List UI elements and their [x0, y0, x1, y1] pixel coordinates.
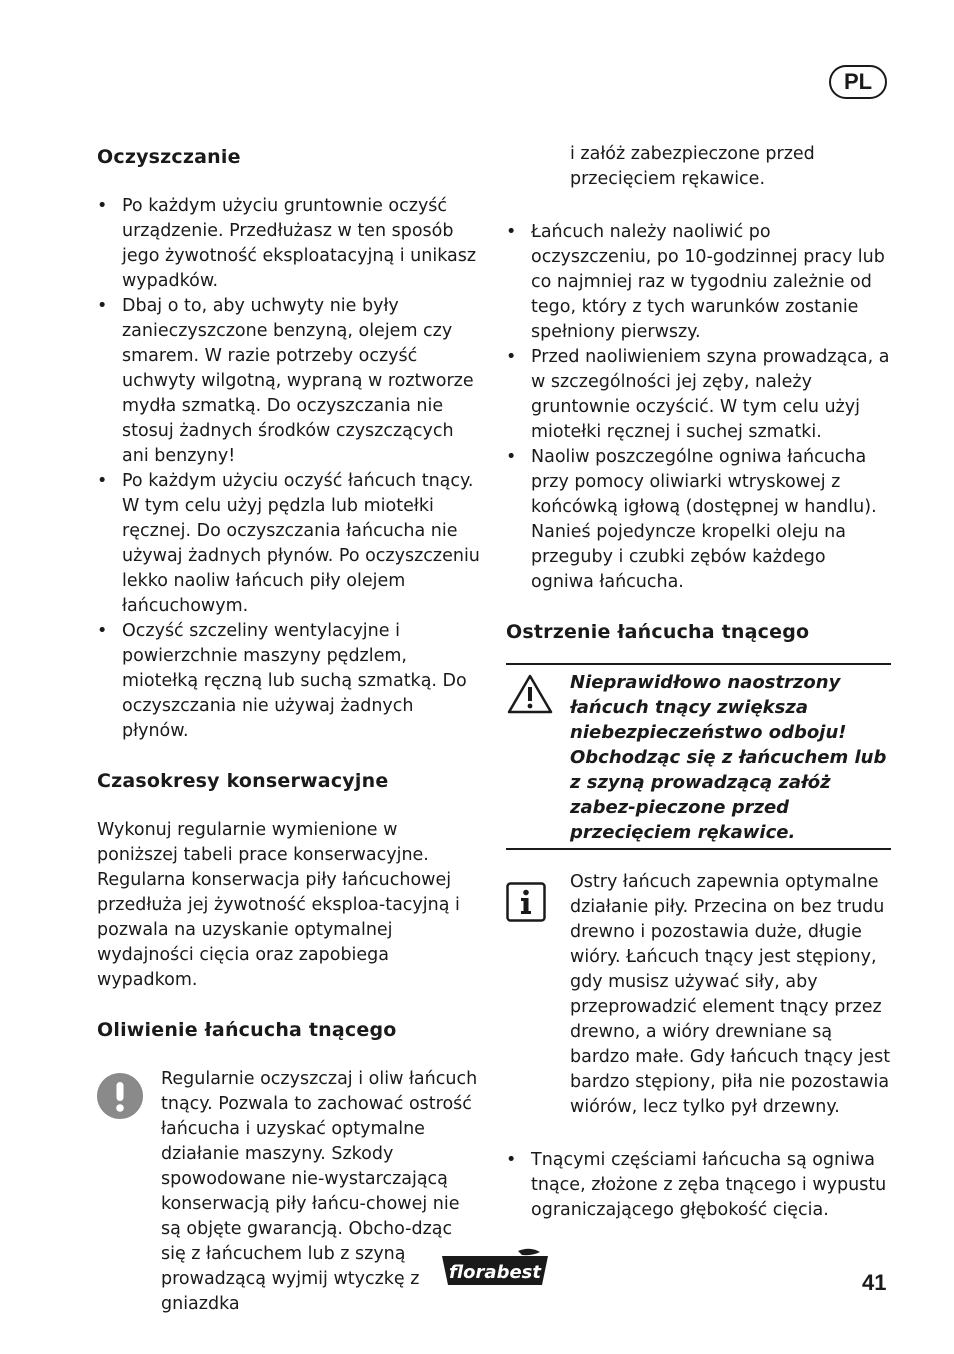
left-column	[97, 142, 482, 1317]
sharpening-heading: Ostrzenie łańcucha tnącego	[506, 621, 810, 643]
page-number: 41	[862, 1270, 887, 1295]
list-item: • Po każdym użyciu gruntownie oczyść urządzenie. Przedłużasz w ten sposób jego żywotność eksploatacyjną i unikasz wypadków.	[97, 194, 482, 294]
right-column	[506, 142, 891, 1223]
info-icon	[506, 882, 546, 930]
list-item: • Oczyść szczeliny wentylacyjne i powierzchnie maszyny pędzlem, miotełką ręczną lub suchą szmatką. Do oczyszczania nie używaj żadnych płynów.	[97, 619, 482, 744]
brand-text: florabest	[449, 1262, 541, 1283]
warning-box	[506, 663, 891, 850]
cleaning-heading: Oczyszczanie	[97, 146, 241, 168]
info-note	[506, 870, 891, 1120]
list-item: • Przed naoliwieniem szyna prowadząca, a w szczególności jej zęby, należy gruntownie oczyścić. W tym celu użyj miotełki ręcznej i suchej szmatki.	[506, 345, 891, 445]
oiling-heading: Oliwienie łańcucha tnącego	[97, 1019, 397, 1041]
cutting-list	[506, 1148, 891, 1223]
list-item: • Dbaj o to, aby uchwyty nie były zanieczyszczone benzyną, olejem czy smarem. W razie potrzeby oczyść uchwyty wilgotną, wypraną w roztworze mydła szmatką. Do oczyszczania nie stosuj żadnych środków czyszczących ani benzyny!	[97, 294, 482, 469]
warning-triangle-icon	[506, 673, 554, 719]
language-badge: PL	[829, 65, 887, 99]
oiling-note-text: Regularnie oczyszczaj i oliw łańcuch tnący. Pozwala to zachować ostrość łańcucha i uzyskać optymalne działanie maszyny. Szkody spowodowane nie-wystarczającą konserwacją piły łańcu-chowej nie są objęte gwarancją. Obcho-dząc się z łańcuchem lub z szyną prowadzącą wyjmij wtyczkę z gniazdka	[161, 1069, 478, 1314]
oiling-list	[506, 220, 891, 595]
maintenance-paragraph: Wykonuj regularnie wymienione w poniższej tabeli prace konserwacyjne. Regularna konserwacja piły łańcuchowej przedłuża jej żywotność eksploa-tacyjną i pozwala na uzyskanie optymalnej wydajności cięcia oraz zapobiega wypadkom.	[97, 820, 460, 990]
info-text: Ostry łańcuch zapewnia optymalne działanie piły. Przecina on bez trudu drewno i pozostawia duże, długie wióry. Łańcuch tnący jest stępiony, gdy musisz używać siły, aby przeprowadzić element tnący przez drewno, a wióry drewniane są bardzo małe. Gdy łańcuch tnący jest bardzo stępiony, piła nie pozostawia wiórów, lecz tylko pył drzewny.	[570, 872, 891, 1117]
oiling-note	[97, 1067, 482, 1317]
exclamation-icon	[97, 1073, 143, 1127]
cleaning-list	[97, 194, 482, 744]
warning-text: Nieprawidłowo naostrzony łańcuch tnący zwiększa niebezpieczeństwo odboju! Obchodząc się z łańcuchem lub z szyną prowadzącą załóż zabez-pieczone przed przecięciem rękawice.	[570, 672, 887, 843]
list-item: • Tnącymi częściami łańcucha są ogniwa tnące, złożone z zęba tnącego i wypustu ograniczającego głębokość cięcia.	[506, 1148, 891, 1223]
florabest-logo	[440, 1248, 550, 1288]
list-item: • Łańcuch należy naoliwić po oczyszczeniu, po 10-godzinnej pracy lub co najmniej raz w tygodniu zależnie od tego, który z tych warunków zostanie spełniony pierwszy.	[506, 220, 891, 345]
maintenance-heading: Czasokresy konserwacyjne	[97, 770, 389, 792]
continued-text: i załóż zabezpieczone przed przecięciem rękawice.	[570, 144, 815, 189]
list-item: • Naoliw poszczególne ogniwa łańcucha przy pomocy oliwiarki wtryskowej z końcówką igłową (dostępnej w handlu). Nanieś pojedyncze kropelki oleju na przeguby i czubki zębów każdego ogniwa łańcucha.	[506, 445, 891, 595]
list-item: • Po każdym użyciu oczyść łańcuch tnący. W tym celu użyj pędzla lub miotełki ręcznej. Do oczyszczania łańcucha nie używaj żadnych płynów. Po oczyszczeniu lekko naoliw łańcuch piły olejem łańcuchowym.	[97, 469, 482, 619]
